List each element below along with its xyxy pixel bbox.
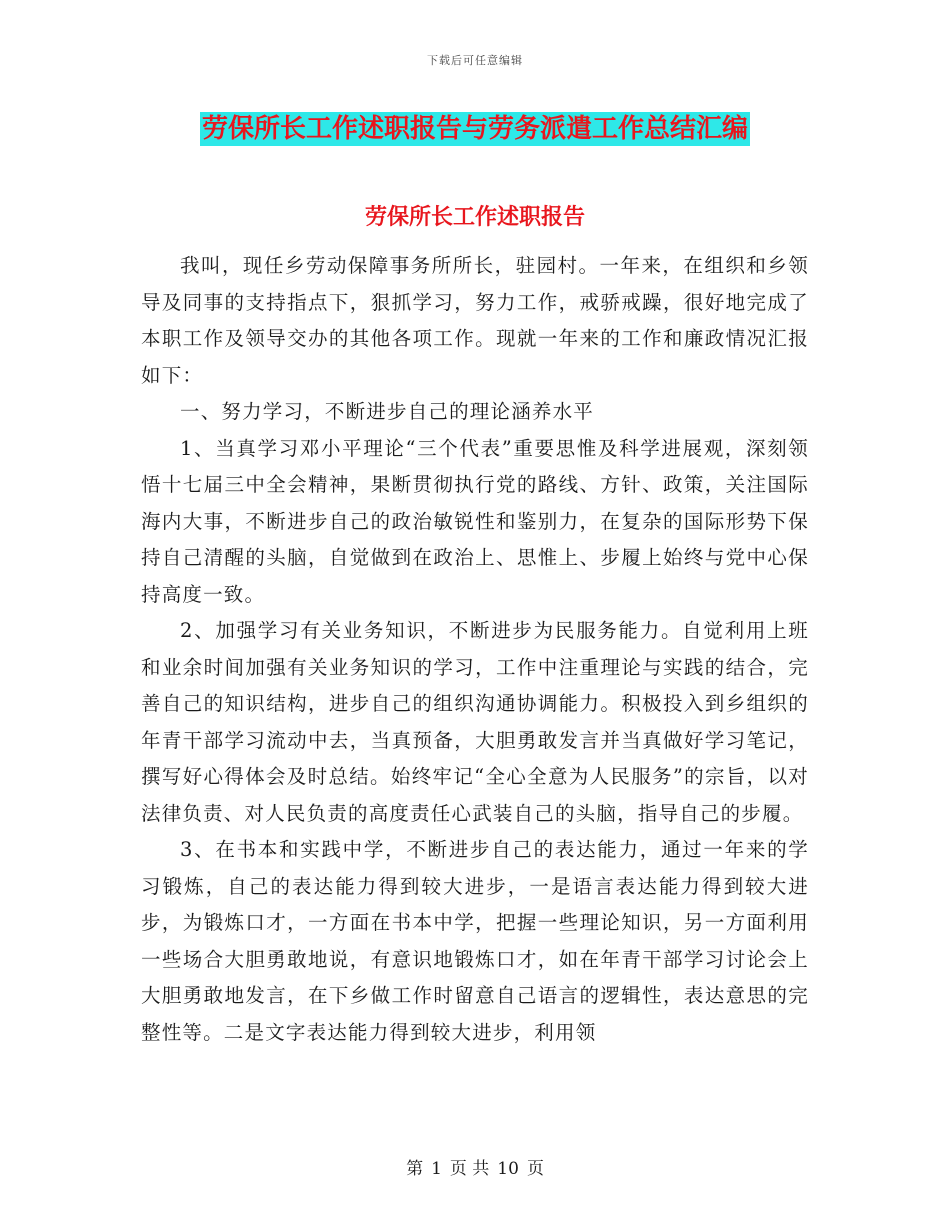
document-body bbox=[141, 248, 809, 1051]
header-note: 下载后可任意编辑 bbox=[427, 54, 523, 67]
page-footer bbox=[0, 1154, 950, 1179]
paragraph-intro: 我叫，现任乡劳动保障事务所所长，驻园村。一年来，在组织和乡领导及同事的支持指点下，狠抓学习，努力工作，戒骄戒躁，很好地完成了本职工作及领导交办的其他各项工作。现就一年来的工作和廉政情况汇报如下： bbox=[141, 254, 809, 387]
section-title: 劳保所长工作述职报告 bbox=[364, 204, 585, 230]
footer-middle: 页 共 bbox=[449, 1159, 490, 1179]
footer-suffix: 页 bbox=[526, 1159, 544, 1179]
paragraph-item-1: 1、当真学习邓小平理论“三个代表”重要思惟及科学进展观，深刻领悟十七届三中全会精神，果断贯彻执行党的路线、方针、政策，关注国际海内大事，不断进步自己的政治敏锐性和鉴别力，在复杂的国际形势下保持自己清醒的头脑，自觉做到在政治上、思惟上、步履上始终与党中心保持高度一致。 bbox=[141, 436, 809, 606]
paragraph-item-3: 3、在书本和实践中学，不断进步自己的表达能力，通过一年来的学习锻炼，自己的表达能力得到较大进步，一是语言表达能力得到较大进步，为锻炼口才，一方面在书本中学，把握一些理论知识，另一方面利用一些场合大胆勇敢地说，有意识地锻炼口才，如在年青干部学习讨论会上大胆勇敢地发言，在下乡做工作时留意自己语言的逻辑性，表达意思的完整性等。二是文字表达能力得到较大进步，利用领 bbox=[141, 838, 809, 1044]
paragraph-item-2: 2、加强学习有关业务知识，不断进步为民服务能力。自觉利用上班和业余时间加强有关业务知识的学习，工作中注重理论与实践的结合，完善自己的知识结构，进步自己的组织沟通协调能力。积极投入到乡组织的年青干部学习流动中去，当真预备，大胆勇敢发言并当真做好学习笔记，撰写好心得体会及时总结。始终牢记“全心全意为人民服务”的宗旨，以对法律负责、对人民负责的高度责任心武装自己的头脑，指导自己的步履。 bbox=[141, 619, 809, 825]
paragraph-heading-1: 一、努力学习，不断进步自己的理论涵养水平 bbox=[180, 400, 595, 423]
footer-prefix: 第 bbox=[406, 1159, 424, 1179]
document-title: 劳保所长工作述职报告与劳务派遣工作总结汇编 bbox=[201, 114, 748, 144]
footer-page-total: 10 bbox=[497, 1159, 519, 1179]
footer-page-current: 1 bbox=[431, 1159, 442, 1179]
document-title-container bbox=[0, 112, 950, 146]
